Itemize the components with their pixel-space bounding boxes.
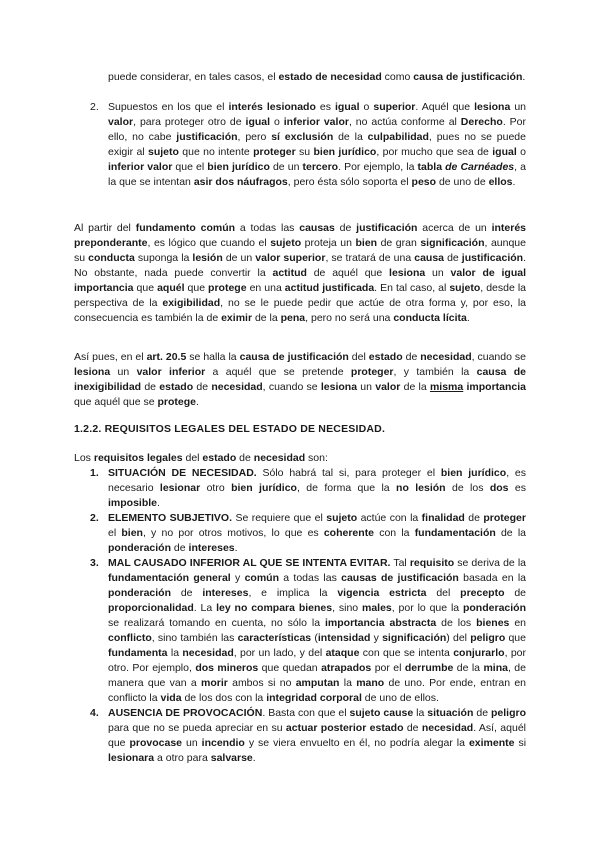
paragraph-text: Supuestos en los que el interés lesionado es igual o superior. Aquél que lesiona un valor, para proteger otro de igual o inferior valor, no actúa conforme al Derecho. Por ello, no cabe justificación, pero sí exclusión de la culpabilidad, pues no se puede exigir al sujeto que no intente proteger su bien jurídico, por mucho que sea de igual o inferior valor que el bien jurídico de un tercero. Por ejemplo, la tabla de Carnéades, a la que se intentan asir dos náufragos, pero ésta sólo soporta el peso de uno de ellos. — [108, 101, 526, 188]
emphasis-text: conducta — [88, 252, 135, 264]
emphasis-text: SITUACIÓN DE NECESIDAD. — [108, 467, 257, 479]
emphasis-text: salvarse — [210, 752, 253, 764]
emphasis-text: justificación — [461, 252, 524, 264]
emphasis-text: lesiona — [474, 101, 511, 113]
emphasis-text: amputan — [295, 677, 340, 689]
emphasis-text: proteger — [350, 366, 394, 378]
paragraph-text: Así pues, en el art. 20.5 se halla la causa de justificación del estado de necesidad, cuando se lesiona un valor inferior a aquél que se pretende proteger, y también la causa de inexigibilidad de estado de necesidad, cuando se lesiona un valor de la misma importancia que aquél que se protege. — [74, 351, 527, 408]
emphasis-text: fundamentación general — [108, 572, 231, 584]
emphasis-text: valor — [108, 116, 134, 128]
emphasis-text: estado de necesidad — [278, 71, 382, 83]
emphasis-text: necesidad — [253, 452, 306, 464]
emphasis-text: incendio — [201, 737, 245, 749]
emphasis-text: igual — [245, 116, 271, 128]
emphasis-text: igual — [335, 101, 360, 113]
emphasis-text: valor inferior — [136, 366, 206, 378]
emphasis-text: pena — [280, 312, 306, 324]
list-item — [90, 706, 526, 766]
emphasis-text: bien jurídico — [313, 146, 377, 158]
emphasis-text: interés preponderante — [74, 222, 526, 249]
emphasis-text: sujeto — [270, 237, 302, 249]
emphasis-text: valor superior — [255, 252, 326, 264]
paragraph-text: ELEMENTO SUBJETIVO. Se requiere que el sujeto actúe con la finalidad de proteger el bien, y no por otros motivos, lo que es coherente con la fundamentación de la ponderación de intereses. — [108, 512, 526, 554]
emphasis-text: proteger — [253, 146, 296, 158]
emphasis-text: coherente — [323, 527, 375, 539]
emphasis-text: inferior valor — [108, 161, 173, 173]
list-number: 3. — [90, 557, 99, 569]
emphasis-text: necesidad — [421, 722, 474, 734]
emphasis-text: causa de justificación — [239, 351, 349, 363]
list-item — [90, 466, 526, 511]
emphasis-text: sujeto — [349, 707, 381, 719]
paragraph — [74, 221, 526, 326]
emphasis-text: no lesión — [396, 482, 446, 494]
emphasis-text: valor — [375, 381, 401, 393]
emphasis-text: situación — [427, 707, 474, 719]
emphasis-text: lesionara — [108, 752, 155, 764]
emphasis-text: inferior valor — [283, 116, 349, 128]
emphasis-text: actitud justificada — [284, 282, 375, 294]
emphasis-text: art. 20.5 — [146, 351, 187, 363]
emphasis-text: asir dos náufragos — [193, 176, 288, 188]
emphasis-text: sí exclusión — [271, 131, 334, 143]
emphasis-text: vida — [160, 692, 182, 704]
paragraph-text: puede considerar, en tales casos, el estado de necesidad como causa de justificación. — [108, 71, 526, 83]
list-item — [90, 511, 526, 556]
emphasis-text: culpabilidad — [367, 131, 429, 143]
paragraph — [74, 451, 526, 466]
list-number: 1. — [90, 467, 99, 479]
emphasis-text: ley no compara bienes — [216, 602, 333, 614]
emphasis-text: estado — [368, 351, 403, 363]
list-number: 2. — [90, 101, 99, 113]
emphasis-text: bien jurídico — [440, 467, 507, 479]
emphasis-text: ponderación — [462, 602, 526, 614]
paragraph-text: SITUACIÓN DE NECESIDAD. Sólo habrá tal si, para proteger el bien jurídico, es necesario lesionar otro bien jurídico, de forma que la no lesión de los dos es imposible. — [108, 467, 527, 509]
emphasis-text: justificación — [176, 131, 238, 143]
emphasis-text: estado — [369, 722, 404, 734]
emphasis-text: lesionar — [159, 482, 201, 494]
emphasis-text: actuar posterior — [285, 722, 367, 734]
emphasis-text: eximente — [468, 737, 515, 749]
paragraph — [74, 350, 526, 410]
list-number: 4. — [90, 707, 99, 719]
emphasis-text: peso — [411, 176, 437, 188]
emphasis-text: AUSENCIA DE PROVOCACIÓN — [108, 707, 263, 719]
emphasis-text: sujeto — [147, 146, 179, 158]
emphasis-text: imposible — [108, 497, 158, 509]
emphasis-text: fundamento común — [135, 222, 236, 234]
emphasis-text: significación — [420, 237, 485, 249]
emphasis-text: mina — [483, 662, 508, 674]
emphasis-text: exigibilidad — [162, 297, 221, 309]
emphasis-text: conflicto — [108, 632, 152, 644]
emphasis-text: peligro — [491, 707, 527, 719]
paragraph-text: MAL CAUSADO INFERIOR AL QUE SE INTENTA EVITAR. Tal requisito se deriva de la fundamentación general y común a todas las causas de justificación basada en la ponderación de intereses, e implica la vigencia estricta del precepto de proporcionalidad. La ley no compara bienes, sino males, por lo que la ponderación se realizará tomando en cuenta, no sólo la importancia abstracta de los bienes en conflicto, sino también las características (intensidad y significación) del peligro que fundamenta la necesidad, por un lado, y del ataque con que se intenta conjurarlo, por otro. Por ejemplo, dos mineros que quedan atrapados por el derrumbe de la mina, de manera que van a morir ambos si no amputan la mano de uno. Por ende, entran en conflicto la vida de los dos con la integridad corporal de uno de ellos. — [108, 557, 527, 704]
emphasis-text: igual — [492, 146, 517, 158]
emphasis-text: sujeto — [326, 512, 358, 524]
emphasis-text: proteger — [483, 512, 526, 524]
emphasis-text: causa de justificación — [413, 71, 523, 83]
emphasis-text: bien jurídico — [207, 161, 270, 173]
emphasis-text: justificación — [356, 222, 418, 234]
emphasis-text: ELEMENTO SUBJETIVO. — [108, 512, 233, 524]
paragraph-text: Los requisitos legales del estado de necesidad son: — [74, 452, 328, 464]
emphasis-text: intereses — [188, 542, 235, 554]
emphasis-text: bien jurídico — [231, 482, 297, 494]
emphasis-text: interés lesionado — [228, 101, 316, 113]
emphasis-text: sujeto — [449, 282, 481, 294]
emphasis-text: lesiona — [320, 381, 358, 393]
emphasis-text: intensidad — [317, 632, 371, 644]
emphasis-text: fundamenta — [108, 647, 168, 659]
emphasis-text: características — [237, 632, 312, 644]
emphasis-text: causa de inexigibilidad — [74, 366, 526, 393]
paragraph-text: Al partir del fundamento común a todas las causas de justificación acerca de un interés preponderante, es lógico que cuando el sujeto proteja un bien de gran significación, aunque su conducta suponga la lesión de un valor superior, se tratará de una causa de justificación. No obstante, nada puede convertir la actitud de aquél que lesiona un valor de igual importancia que aquél que protege en una actitud justificada. En tal caso, al sujeto, desde la perspectiva de la exigibilidad, no se le puede pedir que actúe de otra forma y, por eso, la consecuencia es también la de eximir de la pena, pero no será una conducta lícita. — [74, 222, 527, 324]
emphasis-text: mano — [356, 677, 385, 689]
emphasis-text: necesidad — [420, 351, 472, 363]
emphasis-text: MAL CAUSADO INFERIOR AL QUE SE INTENTA EVITAR. — [108, 557, 391, 569]
emphasis-text: cause — [383, 707, 414, 719]
emphasis-text: bien — [121, 527, 143, 539]
emphasis-text: importancia abstracta — [325, 617, 437, 629]
emphasis-text: peligro — [470, 632, 506, 644]
emphasis-text: superior — [373, 101, 416, 113]
emphasis-text: conducta lícita — [393, 312, 467, 324]
emphasis-text: integridad corporal — [266, 692, 362, 704]
emphasis-text: requisitos legales — [93, 452, 183, 464]
emphasis-text: proporcionalidad — [108, 602, 194, 614]
emphasis-text: dos mineros — [195, 662, 259, 674]
emphasis-text: tercero — [302, 161, 339, 173]
requirements-list — [90, 466, 526, 766]
emphasis-text: protege — [157, 396, 197, 408]
emphasis-text: misma — [429, 381, 464, 393]
emphasis-text: estado — [202, 452, 237, 464]
list-item — [90, 556, 526, 706]
emphasis-text: causas de justificación — [341, 572, 459, 584]
emphasis-text: importancia — [466, 381, 527, 393]
emphasis-text: necesidad — [182, 647, 234, 659]
emphasis-text: provocase — [129, 737, 183, 749]
emphasis-text: ponderación — [108, 587, 172, 599]
emphasis-text: actitud — [272, 267, 307, 279]
emphasis-text: lesiona — [389, 267, 426, 279]
emphasis-text: dos — [489, 482, 509, 494]
emphasis-text: atrapados — [321, 662, 372, 674]
emphasis-text: requisito — [409, 557, 455, 569]
emphasis-text: ponderación — [108, 542, 172, 554]
emphasis-text: conjurarlo — [453, 647, 505, 659]
list-item-continuation — [108, 70, 526, 85]
emphasis-text: protege — [208, 282, 247, 294]
emphasis-text: precepto — [460, 587, 505, 599]
emphasis-text: bienes — [476, 617, 510, 629]
emphasis-text: tabla — [417, 161, 446, 173]
emphasis-text: males — [361, 602, 392, 614]
emphasis-text: fundamentación — [414, 527, 496, 539]
emphasis-text: derrumbe — [404, 662, 454, 674]
emphasis-text: valor de igual importancia — [74, 267, 527, 294]
emphasis-text: lesión — [192, 252, 223, 264]
emphasis-text: lesiona — [74, 366, 111, 378]
emphasis-text: causa — [414, 252, 445, 264]
emphasis-text: bien — [355, 237, 378, 249]
emphasis-text: vigencia estricta — [337, 587, 427, 599]
list-number: 2. — [90, 512, 99, 524]
emphasis-text: común — [244, 572, 279, 584]
emphasis-text: finalidad — [421, 512, 465, 524]
emphasis-text: eximir — [221, 312, 253, 324]
emphasis-text: morir — [200, 677, 228, 689]
emphasis-text: estado — [159, 381, 194, 393]
emphasis-text: necesidad — [211, 381, 263, 393]
emphasis-text: ataque — [325, 647, 360, 659]
emphasis-text: intereses — [202, 587, 249, 599]
section-heading: 1.2.2. REQUISITOS LEGALES DEL ESTADO DE NECESIDAD. — [74, 423, 386, 435]
emphasis-text: causas — [299, 222, 335, 234]
list-item — [90, 100, 526, 190]
emphasis-text: ellos — [488, 176, 513, 188]
emphasis-text: de Carnéades — [445, 161, 515, 173]
emphasis-text: Derecho — [460, 116, 503, 128]
paragraph-text: AUSENCIA DE PROVOCACIÓN. Basta con que el sujeto cause la situación de peligro para que no se pueda apreciar en su actuar posterior estado de necesidad. Así, aquél que provocase un incendio y se viera envuelto en él, no podría alegar la eximente si lesionara a otro para salvarse. — [108, 707, 527, 764]
emphasis-text: significación — [382, 632, 447, 644]
emphasis-text: aquél — [157, 282, 185, 294]
